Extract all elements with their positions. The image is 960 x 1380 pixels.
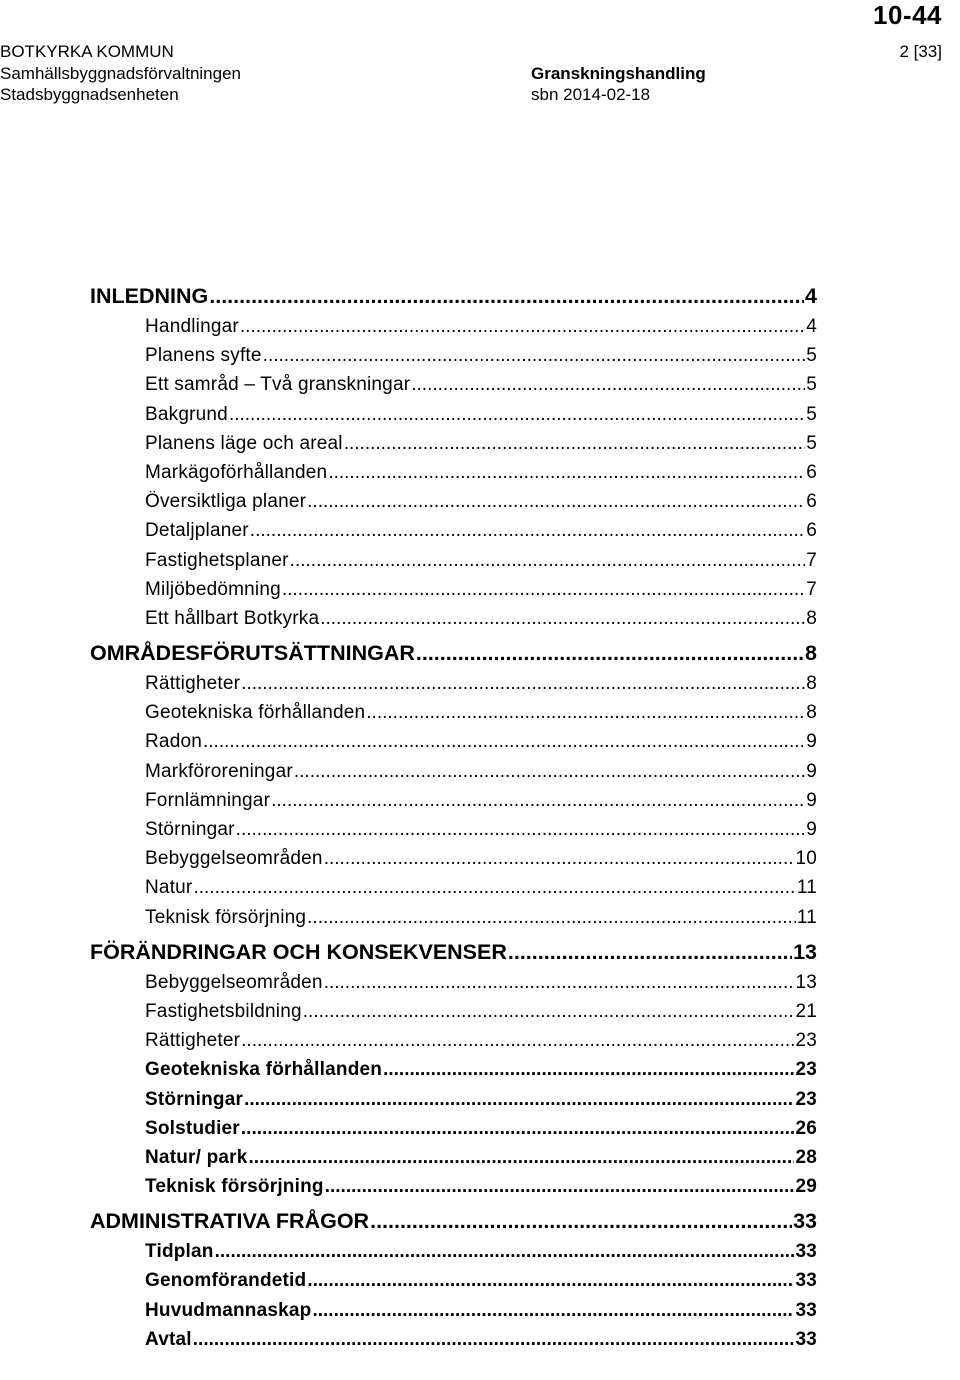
toc-entry[interactable] [145,1329,817,1358]
toc-entry[interactable] [145,316,817,345]
toc-dot-leader [325,1176,795,1198]
table-of-contents [90,280,817,1358]
toc-entry-label: Markföroreningar [145,760,293,782]
toc-dot-leader [209,284,804,309]
toc-entry-page-number: 6 [806,491,817,513]
document-type: Granskningshandling [531,64,706,83]
toc-dot-leader [193,877,795,899]
toc-entry-label: Bebyggelseområden [145,848,323,870]
toc-entry[interactable] [145,972,817,1001]
toc-entry[interactable] [145,731,817,760]
toc-entry-label: Geotekniska förhållanden [145,702,366,724]
toc-entry-label: Miljöbedömning [145,578,281,600]
toc-entry[interactable] [145,404,817,433]
toc-entry-page-number: 23 [795,1030,817,1052]
toc-entry-label: Fastighetsplaner [145,549,289,571]
toc-entry-page-number: 13 [793,939,817,964]
toc-dot-leader [383,1059,794,1081]
toc-entry-page-number: 8 [806,673,817,695]
toc-dot-leader [312,1300,794,1322]
toc-entry-label: Planens läge och areal [145,432,343,454]
toc-entry-label: Rättigheter [145,673,241,695]
toc-dot-leader [282,579,805,601]
toc-entry-label: OMRÅDESFÖRUTSÄTTNINGAR [90,641,415,666]
toc-entry[interactable] [145,1059,817,1088]
toc-entry-label: Störningar [145,819,235,840]
toc-entry[interactable] [145,1001,817,1030]
toc-entry-label: Markägoförhållanden [145,461,328,483]
toc-section-entry[interactable] [90,280,817,316]
toc-entry-label: Natur [145,877,193,899]
toc-dot-leader [229,404,805,426]
toc-entry-page-number: 26 [795,1117,817,1139]
toc-entry-page-number: 13 [795,971,817,993]
toc-entry-page-number: 5 [806,374,817,396]
toc-dot-leader [250,520,805,542]
toc-entry-page-number: 33 [795,1241,817,1263]
toc-dot-leader [240,316,805,338]
toc-entry[interactable] [145,579,817,608]
toc-entry-page-number: 4 [806,316,817,337]
toc-dot-leader [303,1001,795,1023]
toc-section-entry[interactable] [90,936,817,972]
toc-dot-leader [241,673,805,695]
toc-dot-leader [236,819,806,841]
toc-entry[interactable] [145,608,817,637]
toc-dot-leader [320,608,805,630]
toc-entry-page-number: 33 [795,1299,817,1321]
toc-dot-leader [294,761,805,783]
toc-entry[interactable] [145,1030,817,1059]
toc-entry-label: Bebyggelseområden [145,971,323,993]
toc-entry[interactable] [145,819,817,848]
toc-entry-label: Planens syfte [145,345,262,367]
toc-entry-page-number: 8 [806,607,817,629]
toc-dot-leader [215,1241,795,1263]
toc-entry-label: Teknisk försörjning [145,906,307,928]
toc-entry-label: Störningar [145,1088,244,1110]
toc-entry-page-number: 28 [795,1146,817,1168]
toc-dot-leader [411,374,805,396]
toc-entry-label: Avtal [145,1328,192,1350]
toc-entry-label: Teknisk försörjning [145,1176,324,1198]
toc-section-entry[interactable] [90,1205,817,1241]
toc-entry-page-number: 29 [795,1176,817,1198]
toc-entry-page-number: 5 [806,432,817,454]
toc-entry-page-number: 21 [795,1000,817,1022]
toc-dot-leader [203,731,805,753]
toc-entry-page-number: 10 [795,848,817,870]
toc-entry-label: Detaljplaner [145,520,249,542]
toc-entry[interactable] [145,491,817,520]
toc-entry[interactable] [145,462,817,491]
toc-entry-page-number: 11 [796,877,817,899]
toc-entry-label: Ett hållbart Botkyrka [145,607,320,629]
toc-entry-page-number: 9 [806,819,817,840]
toc-entry[interactable] [145,848,817,877]
toc-entry-label: FÖRÄNDRINGAR OCH KONSEKVENSER [90,939,507,964]
toc-entry[interactable] [145,1089,817,1118]
toc-entry-page-number: 4 [805,284,817,308]
toc-entry[interactable] [145,345,817,374]
toc-entry-page-number: 5 [806,403,817,425]
toc-entry[interactable] [145,761,817,790]
toc-entry-label: Fastighetsbildning [145,1000,302,1022]
toc-entry-page-number: 6 [806,461,817,483]
toc-entry-page-number: 33 [795,1328,817,1350]
decision-reference: sbn 2014-02-18 [531,85,651,104]
toc-entry[interactable] [145,1176,817,1205]
page-indicator: 2 [33] [899,42,942,61]
toc-dot-leader [290,550,806,572]
toc-entry-page-number: 11 [796,906,817,928]
toc-entry-label: Rättigheter [145,1030,241,1052]
toc-entry-page-number: 6 [806,520,817,542]
toc-entry[interactable] [145,1118,817,1147]
toc-dot-leader [241,1030,794,1052]
toc-dot-leader [344,433,806,455]
toc-dot-leader [241,1118,795,1140]
department-name: Samhällsbyggnadsförvaltningen [0,64,241,83]
toc-entry-label: Radon [145,731,202,753]
document-number: 10-44 [873,0,942,30]
toc-entry-label: Ett samråd – Två granskningar [145,374,411,396]
toc-entry[interactable] [145,673,817,702]
toc-dot-leader [244,1089,794,1111]
toc-entry-label: Handlingar [145,316,239,337]
toc-entry-page-number: 33 [795,1270,817,1292]
toc-dot-leader [324,848,795,870]
toc-entry-label: Översiktliga planer [145,491,307,513]
toc-entry[interactable] [145,877,817,906]
toc-entry-page-number: 8 [805,641,817,666]
toc-dot-leader [307,1270,794,1292]
toc-entry-page-number: 7 [806,549,817,571]
toc-entry-page-number: 23 [795,1059,817,1081]
unit-name: Stadsbyggnadsenheten [0,85,179,104]
toc-entry-page-number: 33 [793,1209,817,1234]
toc-entry[interactable] [145,1270,817,1299]
toc-entry-page-number: 23 [795,1088,817,1110]
toc-entry[interactable] [145,907,817,936]
toc-entry[interactable] [145,374,817,403]
toc-entry-page-number: 9 [806,789,817,811]
toc-entry-page-number: 9 [806,760,817,782]
toc-entry-label: Huvudmannaskap [145,1299,312,1321]
toc-dot-leader [366,702,805,724]
toc-entry-label: Bakgrund [145,403,228,425]
toc-entry-label: INLEDNING [90,284,209,308]
toc-entry-label: Tidplan [145,1241,214,1263]
toc-entry[interactable] [145,1147,817,1176]
toc-dot-leader [271,790,805,812]
toc-entry[interactable] [145,433,817,462]
toc-dot-leader [324,972,795,994]
toc-dot-leader [370,1209,792,1234]
toc-dot-leader [193,1329,795,1351]
organization-name: BOTKYRKA KOMMUN [0,42,174,61]
toc-entry[interactable] [145,550,817,579]
toc-section-entry[interactable] [90,637,817,673]
toc-entry-page-number: 9 [806,731,817,753]
toc-dot-leader [416,641,804,666]
toc-dot-leader [249,1147,795,1169]
toc-entry[interactable] [145,520,817,549]
toc-entry-label: Fornlämningar [145,789,271,811]
toc-entry-page-number: 8 [806,702,817,724]
toc-entry-label: Geotekniska förhållanden [145,1059,383,1081]
toc-dot-leader [508,940,792,965]
toc-entry-label: Natur/ park [145,1146,248,1168]
toc-dot-leader [307,491,805,513]
toc-dot-leader [328,462,805,484]
toc-entry-page-number: 7 [806,578,817,600]
toc-entry-label: Genomförandetid [145,1270,307,1292]
toc-entry[interactable] [145,1300,817,1329]
toc-entry-page-number: 5 [806,345,817,367]
toc-entry-label: ADMINISTRATIVA FRÅGOR [90,1209,370,1234]
toc-dot-leader [307,907,796,929]
toc-dot-leader [263,345,806,367]
toc-entry[interactable] [145,1241,817,1270]
toc-entry[interactable] [145,702,817,731]
toc-entry[interactable] [145,790,817,819]
toc-entry-label: Solstudier [145,1117,240,1139]
